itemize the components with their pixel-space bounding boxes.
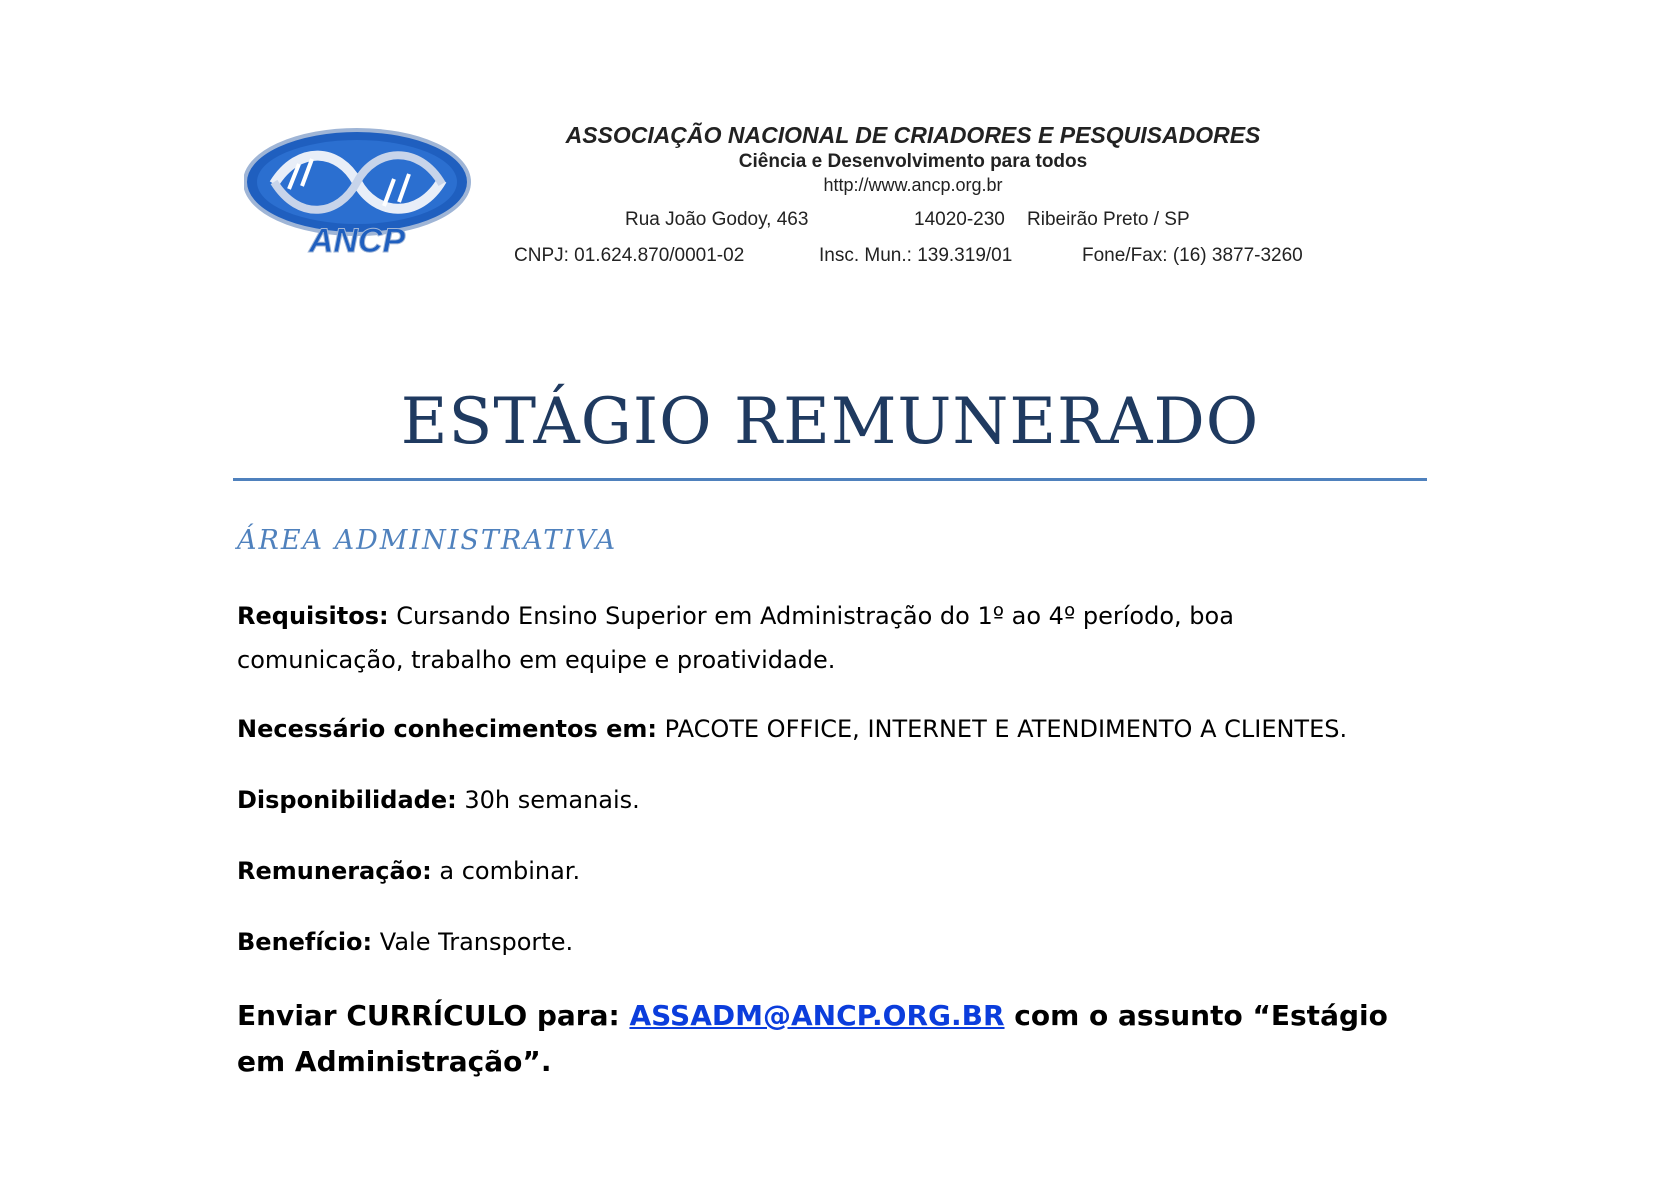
title-divider: [233, 478, 1427, 481]
disponibilidade-text: 30h semanais.: [456, 786, 640, 814]
beneficio-label: Benefício:: [237, 928, 373, 956]
logo-text: ANCP: [308, 222, 406, 260]
email-link[interactable]: ASSADM@ANCP.ORG.BR: [629, 999, 1005, 1032]
disponibilidade-label: Disponibilidade:: [237, 786, 457, 814]
remuneracao-label: Remuneração:: [237, 857, 432, 885]
fone-fax: Fone/Fax: (16) 3877-3260: [1082, 245, 1303, 266]
address-city: Ribeirão Preto / SP: [1027, 209, 1190, 230]
org-tagline: Ciência e Desenvolvimento para todos: [738, 151, 1088, 172]
disponibilidade-paragraph: [237, 778, 1397, 822]
conhecimentos-paragraph: [237, 707, 1397, 751]
letterhead: [0, 0, 1654, 300]
conhecimentos-text: PACOTE OFFICE, INTERNET E ATENDIMENTO A CLIENTES.: [657, 715, 1348, 743]
org-url[interactable]: http://www.ancp.org.br: [823, 175, 1003, 195]
insc-mun: Insc. Mun.: 139.319/01: [819, 245, 1013, 266]
section-subtitle: ÁREA ADMINISTRATIVA: [237, 525, 618, 556]
envio-prefix: Enviar CURRÍCULO para:: [237, 999, 630, 1032]
requisitos-text: Cursando Ensino Superior em Administração do 1º ao 4º período, boa comunicação, trabalho em equipe e proatividade.: [237, 602, 1234, 674]
address-street: Rua João Godoy, 463: [625, 209, 809, 230]
page-title: ESTÁGIO REMUNERADO: [400, 385, 1260, 459]
requisitos-label: Requisitos:: [237, 602, 389, 630]
beneficio-text: Vale Transporte.: [372, 928, 574, 956]
cnpj: CNPJ: 01.624.870/0001-02: [514, 245, 745, 266]
envio-paragraph: [237, 993, 1397, 1085]
ancp-logo: [244, 124, 494, 274]
remuneracao-paragraph: [237, 849, 1397, 893]
beneficio-paragraph: [237, 920, 1397, 964]
address-cep: 14020-230: [914, 209, 1005, 230]
org-name: ASSOCIAÇÃO NACIONAL DE CRIADORES E PESQUISADORES: [565, 122, 1261, 148]
requisitos-paragraph: [237, 594, 1397, 682]
envio-suffix: com o assunto “Estágio em Administração”.: [237, 999, 1388, 1078]
conhecimentos-label: Necessário conhecimentos em:: [237, 715, 658, 743]
remuneracao-text: a combinar.: [431, 857, 581, 885]
